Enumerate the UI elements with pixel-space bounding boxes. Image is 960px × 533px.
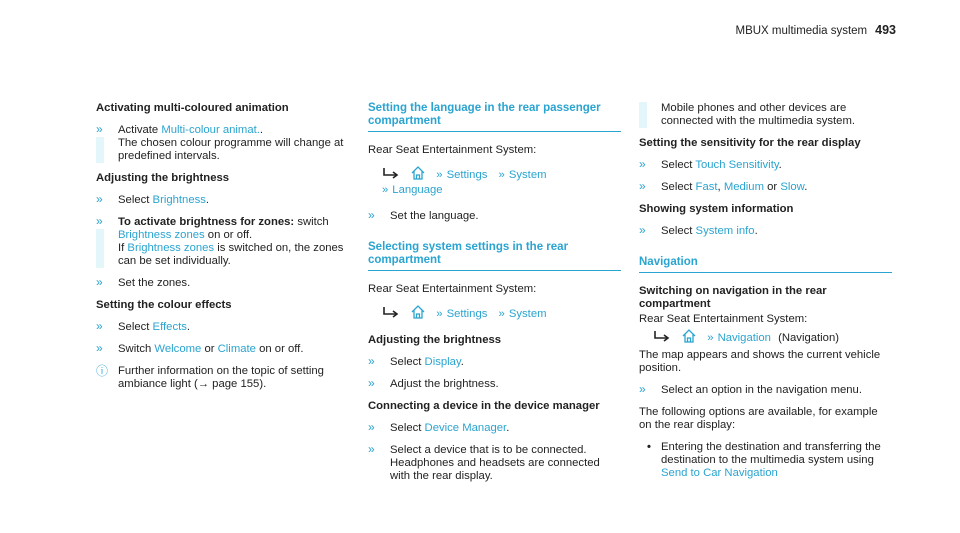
double-arrow-right-icon: » [368,376,375,390]
step-select-device: » Select a device that is to be connected. Headphones and headsets are connected with the rear display. [368,442,600,482]
double-arrow-right-icon: » [96,214,103,228]
double-arrow-right-icon: » [368,442,375,456]
heading-device-manager: Connecting a device in the device manager [368,400,600,412]
double-arrow-right-icon: » [368,354,375,368]
double-arrow-right-icon: » [639,179,646,193]
step-description: The chosen colour programme will change at predefined intervals. [96,137,352,163]
home-icon[interactable] [411,305,425,319]
link-climate[interactable]: Climate [217,343,256,355]
step-select-effects: » Select Effects. [96,319,191,333]
double-arrow-right-icon: » [436,308,443,320]
link-send-to-car-navigation[interactable]: Send to Car Navigation [661,467,778,479]
list-item: • Entering the destination and transferring the destination to the multimedia system using Send to Car Navigation [647,441,881,479]
double-arrow-right-icon: » [96,275,103,289]
link-settings[interactable]: Settings [446,169,488,181]
step-select-system-info: » Select System info. [639,223,758,237]
step-set-zones: » Set the zones. [96,275,191,289]
page-header [736,24,897,38]
double-arrow-right-icon: » [382,184,389,196]
heading-animation: Activating multi-coloured animation [96,102,289,114]
header-title: MBUX multimedia system [735,25,868,37]
step-activate-animation: » Activate Multi-colour animat.. The chosen colour programme will change at predefined intervals. [96,124,352,163]
heading-switch-navigation: Switching on navigation in the rear compartment [639,285,827,310]
double-arrow-right-icon: » [96,122,103,136]
menu-path-system [368,305,621,322]
bullet-icon: • [647,441,651,453]
link-brightness-zones[interactable]: Brightness zones [118,229,205,241]
double-arrow-right-icon: » [498,169,505,181]
heading-colour-effects: Setting the colour effects [96,299,232,311]
link-brightness-zones-2[interactable]: Brightness zones [127,242,215,254]
link-navigation[interactable]: Navigation [717,332,771,344]
rse-label: Rear Seat Entertainment System: [639,313,808,325]
link-system[interactable]: System [508,169,547,181]
page-number: 493 [875,23,896,37]
mobile-devices-note: Mobile phones and other devices are connected with the multimedia system. [639,102,892,128]
double-arrow-right-icon: » [96,192,103,206]
heading-brightness: Adjusting the brightness [368,334,502,346]
step-adjust-brightness: » Adjust the brightness. [368,376,499,390]
section-heading-language: Setting the language in the rear passenger compartment [368,102,621,132]
step-select-option: » Select an option in the navigation menu. [639,382,862,396]
heading-system-info: Showing system information [639,203,794,215]
section-heading-navigation: Navigation [639,256,892,273]
options-intro: The following options are available, for example on the rear display: [639,406,878,431]
double-arrow-right-icon: » [436,169,443,181]
link-slow[interactable]: Slow [780,181,805,193]
link-touch-sensitivity[interactable]: Touch Sensitivity [695,159,779,171]
link-language[interactable]: Language [392,184,443,196]
step-set-language: » Set the language. [368,208,479,222]
step-brightness-zones: » To activate brightness for zones: switch Brightness zones on or off. If Brightness zones is switched on, the zones can be set individually. [96,216,352,268]
double-arrow-right-icon: » [368,208,375,222]
link-fast[interactable]: Fast [695,181,718,193]
heading-brightness: Adjusting the brightness [96,172,230,184]
path-turn-arrow-icon [382,168,400,180]
double-arrow-right-icon: » [368,420,375,434]
link-system[interactable]: System [508,308,547,320]
step-select-device-manager: » Select Device Manager. [368,420,510,434]
link-effects[interactable]: Effects [152,321,187,333]
double-arrow-right-icon: » [639,382,646,396]
rse-label: Rear Seat Entertainment System: [368,283,537,295]
info-note: ⓘ Further information on the topic of setting ambiance light (→ page 155). [96,364,324,390]
menu-path-navigation: » Navigation (Navigation) [639,329,892,346]
step-switch-welcome-climate: » Switch Welcome or Climate on or off. [96,341,304,355]
path-turn-arrow-icon [653,331,671,343]
path-turn-arrow-icon [382,307,400,319]
step-select-touch-sensitivity: » Select Touch Sensitivity. [639,157,782,171]
home-icon[interactable] [682,329,696,343]
step-select-display: » Select Display. [368,354,464,368]
map-description: The map appears and shows the current vehicle position. [639,349,881,374]
link-settings[interactable]: Settings [446,308,488,320]
home-icon[interactable] [411,166,425,180]
double-arrow-right-icon: » [639,157,646,171]
section-heading-system-settings: Selecting system settings in the rear compartment [368,241,621,271]
heading-sensitivity: Setting the sensitivity for the rear display [639,137,861,149]
column-2 [368,102,621,492]
link-device-manager[interactable]: Device Manager [424,422,507,434]
double-arrow-right-icon: » [96,341,103,355]
link-multi-colour-animat[interactable]: Multi-colour animat. [161,124,260,136]
rse-label: Rear Seat Entertainment System: [368,144,537,156]
column-1 [96,102,352,400]
info-icon: ⓘ [96,364,109,378]
link-system-info[interactable]: System info [695,225,755,237]
double-arrow-right-icon: » [707,332,714,344]
menu-path-language [368,166,621,198]
link-welcome[interactable]: Welcome [154,343,202,355]
step-select-brightness: » Select Brightness. [96,192,210,206]
step-select-speed: » Select Fast, Medium or Slow. [639,179,808,193]
page-reference[interactable]: → page 155 [197,378,260,390]
double-arrow-right-icon: » [498,308,505,320]
column-3 [639,102,892,489]
link-display[interactable]: Display [424,356,461,368]
link-medium[interactable]: Medium [723,181,764,193]
double-arrow-right-icon: » [639,223,646,237]
double-arrow-right-icon: » [96,319,103,333]
link-brightness[interactable]: Brightness [152,194,206,206]
